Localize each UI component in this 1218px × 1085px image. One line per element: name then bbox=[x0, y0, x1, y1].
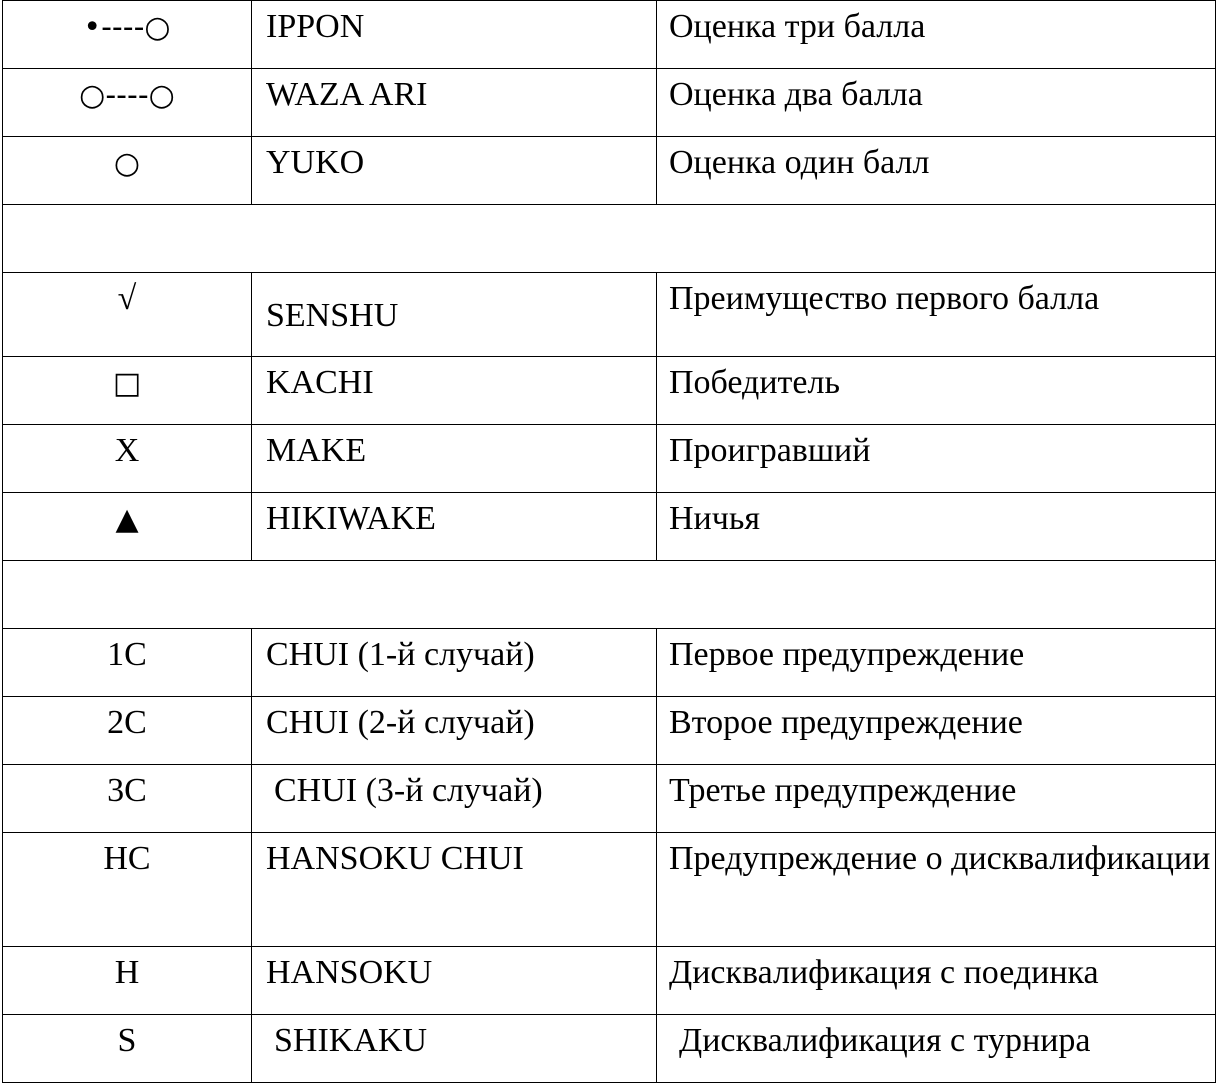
table-row bbox=[3, 1015, 1216, 1083]
symbol-text: HC bbox=[103, 840, 151, 877]
table-row bbox=[3, 137, 1216, 205]
description-cell: Ничья bbox=[657, 493, 1216, 561]
description-cell: Второе предупреждение bbox=[657, 697, 1216, 765]
symbol-cell bbox=[3, 1, 252, 69]
spacer-row bbox=[3, 205, 1216, 273]
symbol-text: 1C bbox=[107, 636, 147, 673]
description-cell: Проигравший bbox=[657, 425, 1216, 493]
code-cell: HANSOKU bbox=[252, 947, 657, 1015]
table-row bbox=[3, 765, 1216, 833]
table-row bbox=[3, 833, 1216, 947]
symbol-cell bbox=[3, 833, 252, 947]
description-cell: Первое предупреждение bbox=[657, 629, 1216, 697]
description-cell: Победитель bbox=[657, 357, 1216, 425]
symbol-cell bbox=[3, 629, 252, 697]
description-cell: Оценка три балла bbox=[657, 1, 1216, 69]
symbol-cell bbox=[3, 493, 252, 561]
code-cell: IPPON bbox=[252, 1, 657, 69]
symbol-cell bbox=[3, 1015, 252, 1083]
code-cell: WAZA ARI bbox=[252, 69, 657, 137]
symbol-text: √ bbox=[117, 280, 137, 317]
table-row bbox=[3, 273, 1216, 357]
description-cell: Оценка два балла bbox=[657, 69, 1216, 137]
table-row bbox=[3, 69, 1216, 137]
table-row bbox=[3, 425, 1216, 493]
symbol-text: 2C bbox=[107, 704, 147, 741]
spacer-row bbox=[3, 561, 1216, 629]
symbol-cell bbox=[3, 69, 252, 137]
symbol-text: H bbox=[114, 954, 140, 991]
description-cell: Дисквалификация с турнира bbox=[657, 1015, 1216, 1083]
code-cell: HANSOKU CHUI bbox=[252, 833, 657, 947]
table-row bbox=[3, 1, 1216, 69]
code-cell: SENSHU bbox=[252, 273, 657, 357]
notation-table bbox=[2, 0, 1216, 1083]
code-cell: YUKO bbox=[252, 137, 657, 205]
description-cell: Дисквалификация с поединка bbox=[657, 947, 1216, 1015]
description-cell: Предупреждение о дисквалификации bbox=[657, 833, 1216, 947]
code-cell: SHIKAKU bbox=[252, 1015, 657, 1083]
symbol-text: X bbox=[114, 432, 140, 469]
symbol-text: ▲ bbox=[115, 502, 139, 537]
symbol-cell bbox=[3, 425, 252, 493]
code-cell: KACHI bbox=[252, 357, 657, 425]
symbol-text: •----○ bbox=[83, 10, 171, 45]
spacer-cell bbox=[3, 205, 1216, 273]
table-row bbox=[3, 697, 1216, 765]
symbol-cell bbox=[3, 765, 252, 833]
description-cell: Преимущество первого балла bbox=[657, 273, 1216, 357]
symbol-text: S bbox=[117, 1022, 137, 1059]
symbol-cell bbox=[3, 947, 252, 1015]
symbol-text: □ bbox=[112, 366, 142, 401]
code-cell: CHUI (3-й случай) bbox=[252, 765, 657, 833]
table-row bbox=[3, 629, 1216, 697]
description-cell: Третье предупреждение bbox=[657, 765, 1216, 833]
symbol-cell bbox=[3, 273, 252, 357]
table-row bbox=[3, 493, 1216, 561]
symbol-cell bbox=[3, 697, 252, 765]
code-cell: HIKIWAKE bbox=[252, 493, 657, 561]
symbol-cell bbox=[3, 357, 252, 425]
table-row bbox=[3, 357, 1216, 425]
symbol-cell bbox=[3, 137, 252, 205]
symbol-text: ○----○ bbox=[79, 78, 175, 113]
symbol-text: ○ bbox=[113, 146, 141, 181]
code-cell: MAKE bbox=[252, 425, 657, 493]
table-row bbox=[3, 947, 1216, 1015]
symbol-text: 3C bbox=[107, 772, 147, 809]
code-cell: CHUI (1-й случай) bbox=[252, 629, 657, 697]
description-cell: Оценка один балл bbox=[657, 137, 1216, 205]
code-cell: CHUI (2-й случай) bbox=[252, 697, 657, 765]
spacer-cell bbox=[3, 561, 1216, 629]
